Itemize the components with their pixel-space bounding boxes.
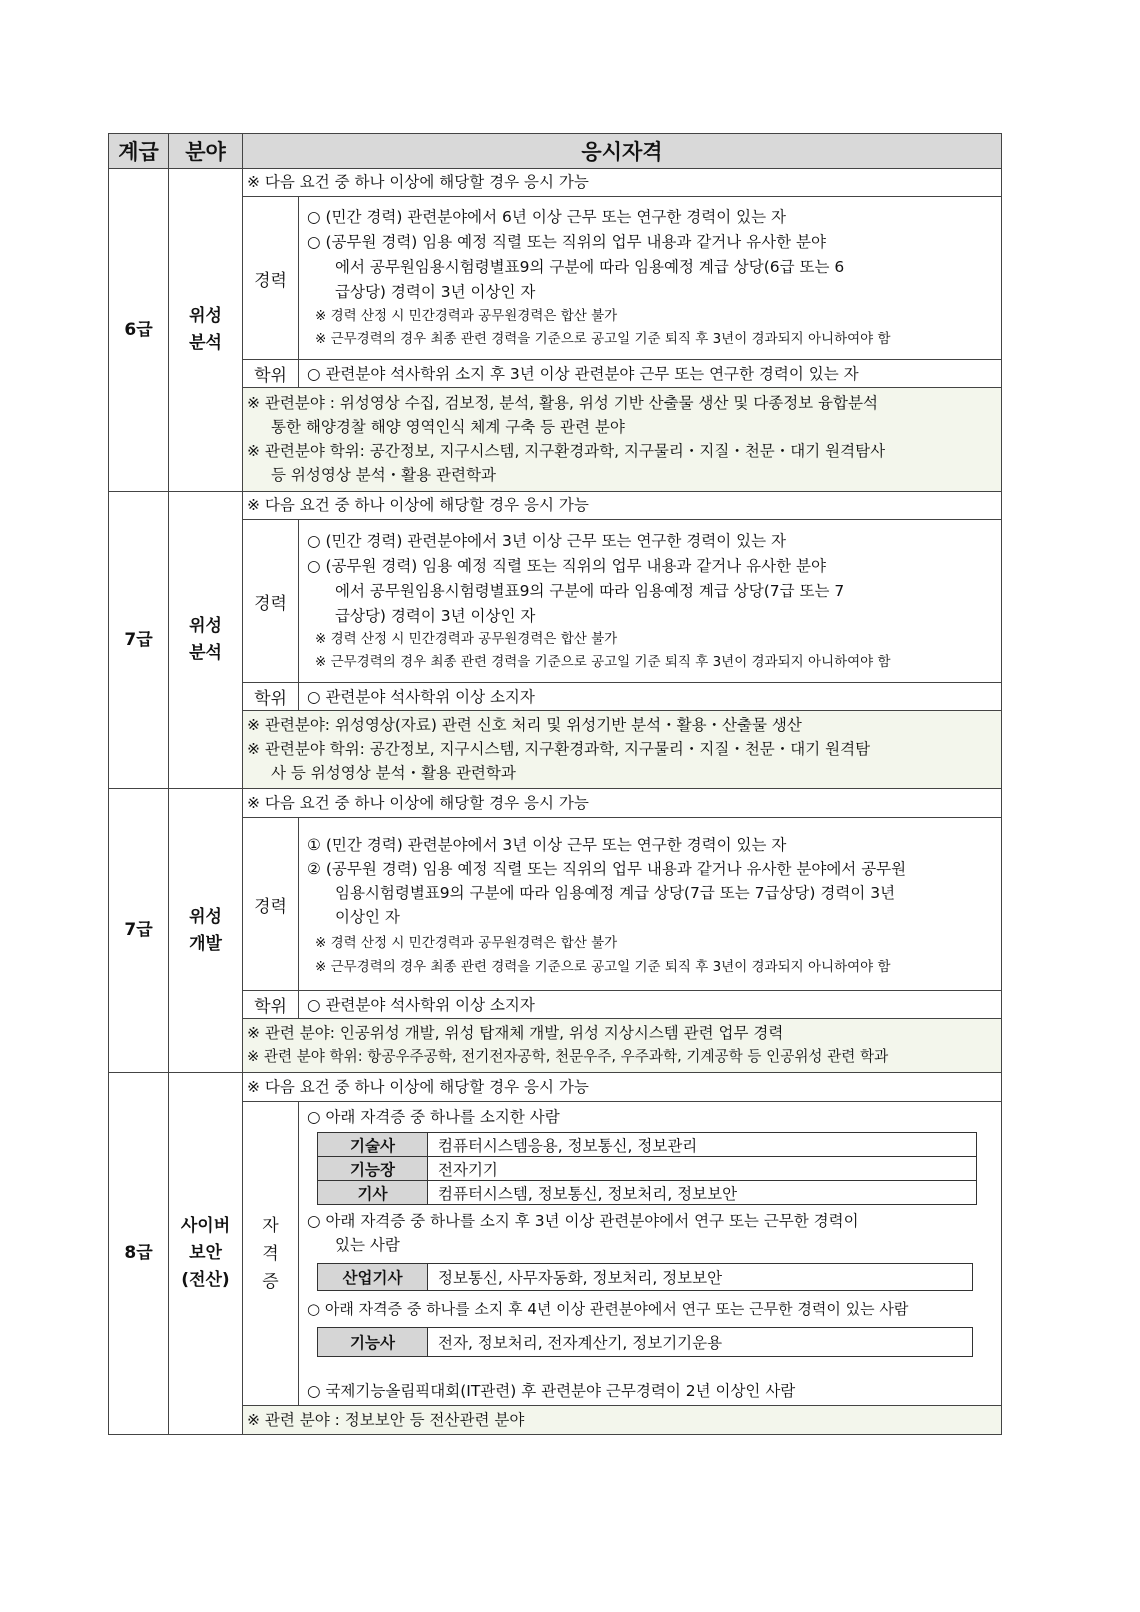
row4-grade: 8급 xyxy=(108,1072,169,1435)
row3-grade: 7급 xyxy=(108,788,169,1073)
header-qualification: 응시자격 xyxy=(242,133,1002,169)
row2-field-line: 분석 xyxy=(189,643,222,663)
note-line: ※ 관련분야 : 위성영상 수집, 검보정, 분석, 활용, 위성 기반 산출물 생산 및 다종정보 융합분석 xyxy=(247,394,878,412)
row4-cert-cell xyxy=(298,1101,1002,1406)
career-line: ※ 경력 산정 시 민간경력과 공무원경력은 합산 불가 xyxy=(315,308,618,324)
row2-grade: 7급 xyxy=(108,491,169,789)
cert1-value: 컴퓨터시스템, 정보통신, 정보처리, 정보보안 xyxy=(427,1180,977,1205)
cert1-value: 컴퓨터시스템응용, 정보통신, 정보관리 xyxy=(427,1132,977,1157)
row1-degree-cell xyxy=(298,359,1002,388)
row3-degree-cell xyxy=(298,990,1002,1019)
career-line: ○ (공무원 경력) 임용 예정 직렬 또는 직위의 업무 내용과 같거나 유사한 분야 xyxy=(307,557,826,575)
row4-field-line: (전산) xyxy=(181,1270,230,1290)
cert-intro: ○ 아래 자격증 중 하나를 소지 후 4년 이상 관련분야에서 연구 또는 근무한 경력이 있는 사람 xyxy=(307,1300,909,1318)
career-line: 이상인 자 xyxy=(335,908,400,926)
cert2-value: 정보통신, 사무자동화, 정보처리, 정보보안 xyxy=(427,1263,973,1291)
header-field: 분야 xyxy=(168,133,243,169)
note-line: ※ 관련 분야 : 정보보안 등 전산관련 분야 xyxy=(247,1411,525,1429)
career-line: ※ 근무경력의 경우 최종 관련 경력을 기준으로 공고일 기준 퇴직 후 3년이 경과되지 아니하여야 함 xyxy=(315,959,891,975)
condition-text: ※ 다음 요건 중 하나 이상에 해당할 경우 응시 가능 xyxy=(247,173,589,191)
cert3-label: 기능사 xyxy=(317,1327,428,1357)
row2-notes xyxy=(242,710,1002,789)
degree-text: ○ 관련분야 석사학위 이상 소지자 xyxy=(307,688,535,706)
row1-field xyxy=(168,168,243,492)
cert1-label: 기능장 xyxy=(317,1156,428,1181)
note-line: 등 위성영상 분석・활용 관련학과 xyxy=(271,466,496,484)
note-line: ※ 관련분야 학위: 공간정보, 지구시스템, 지구환경과학, 지구물리・지질・천문・대기 원격탐 xyxy=(247,740,871,758)
row1-grade: 6급 xyxy=(108,168,169,492)
row3-notes xyxy=(242,1018,1002,1073)
cert3-value: 전자, 정보처리, 전자계산기, 정보기기운용 xyxy=(427,1327,973,1357)
row3-career-label: 경력 xyxy=(242,817,299,991)
row3-field xyxy=(168,788,243,1073)
note-line: ※ 관련 분야 학위: 항공우주공학, 전기전자공학, 천문우주, 우주과학, 기계공학 등 인공위성 관련 학과 xyxy=(247,1048,889,1065)
career-line: 임용시험령별표9의 구분에 따라 임용예정 계급 상당(7급 또는 7급상당) 경력이 3년 xyxy=(335,884,896,902)
row1-field-line: 위성 xyxy=(189,306,222,326)
cert-intro: ○ 아래 자격증 중 하나를 소지한 사람 xyxy=(307,1108,560,1126)
cert1-label: 기사 xyxy=(317,1180,428,1205)
career-line: ② (공무원 경력) 임용 예정 직렬 또는 직위의 업무 내용과 같거나 유사한 분야에서 공무원 xyxy=(307,860,907,878)
career-line: ○ (공무원 경력) 임용 예정 직렬 또는 직위의 업무 내용과 같거나 유사한 분야 xyxy=(307,233,826,251)
cert-intro: ○ 아래 자격증 중 하나를 소지 후 3년 이상 관련분야에서 연구 또는 근무한 경력이 xyxy=(307,1212,859,1230)
career-line: ※ 경력 산정 시 민간경력과 공무원경력은 합산 불가 xyxy=(315,631,618,647)
cert2-label: 산업기사 xyxy=(317,1263,428,1291)
degree-text: ○ 관련분야 석사학위 소지 후 3년 이상 관련분야 근무 또는 연구한 경력이 있는 자 xyxy=(307,365,859,383)
career-line: 에서 공무원임용시험령별표9의 구분에 따라 임용예정 계급 상당(6급 또는 6 xyxy=(335,258,845,276)
note-line: 사 등 위성영상 분석・활용 관련학과 xyxy=(271,764,516,782)
row3-field-line: 개발 xyxy=(189,933,222,954)
row1-condition xyxy=(242,168,1002,197)
row2-field-line: 위성 xyxy=(189,616,222,636)
row4-field-line: 보안 xyxy=(189,1243,222,1263)
header-grade: 계급 xyxy=(108,133,169,169)
row3-field-line: 위성 xyxy=(189,906,222,927)
note-line: 통한 해양경찰 해양 영역인식 체계 구축 등 관련 분야 xyxy=(271,418,625,436)
degree-text: ○ 관련분야 석사학위 이상 소지자 xyxy=(307,996,535,1014)
row1-field-line: 분석 xyxy=(189,333,222,353)
row1-degree-label: 학위 xyxy=(242,359,299,388)
row3-career-cell xyxy=(298,817,1002,991)
cert-intro: 있는 사람 xyxy=(335,1236,400,1254)
note-line: ※ 관련분야 학위: 공간정보, 지구시스템, 지구환경과학, 지구물리・지질・천문・대기 원격탐사 xyxy=(247,442,886,460)
row2-condition xyxy=(242,491,1002,520)
career-line: ※ 근무경력의 경우 최종 관련 경력을 기준으로 공고일 기준 퇴직 후 3년이 경과되지 아니하여야 함 xyxy=(315,331,891,347)
cert-label-char: 격 xyxy=(262,1243,279,1264)
cert-label-char: 증 xyxy=(262,1271,279,1292)
row4-field-line: 사이버 xyxy=(180,1216,231,1236)
condition-text: ※ 다음 요건 중 하나 이상에 해당할 경우 응시 가능 xyxy=(247,496,589,514)
career-line: ※ 경력 산정 시 민간경력과 공무원경력은 합산 불가 xyxy=(315,935,618,951)
cert1-label: 기술사 xyxy=(317,1132,428,1157)
career-line: 급상당) 경력이 3년 이상인 자 xyxy=(335,607,536,625)
note-line: ※ 관련 분야: 인공위성 개발, 위성 탑재체 개발, 위성 지상시스템 관련 업무 경력 xyxy=(247,1024,784,1042)
cert1-value: 전자기기 xyxy=(427,1156,977,1181)
career-line: ① (민간 경력) 관련분야에서 3년 이상 근무 또는 연구한 경력이 있는 자 xyxy=(307,836,787,854)
career-line: ○ (민간 경력) 관련분야에서 3년 이상 근무 또는 연구한 경력이 있는 자 xyxy=(307,532,786,550)
row3-condition xyxy=(242,788,1002,818)
note-line: ※ 관련분야: 위성영상(자료) 관련 신호 처리 및 위성기반 분석・활용・산출물 생산 xyxy=(247,716,802,734)
career-line: 급상당) 경력이 3년 이상인 자 xyxy=(335,283,536,301)
row2-degree-cell xyxy=(298,682,1002,711)
row4-condition xyxy=(242,1072,1002,1102)
row4-field xyxy=(168,1072,243,1435)
row2-career-cell xyxy=(298,519,1002,683)
cert-label-char: 자 xyxy=(262,1215,279,1236)
row2-field xyxy=(168,491,243,789)
row4-notes xyxy=(242,1405,1002,1435)
career-line: 에서 공무원임용시험령별표9의 구분에 따라 임용예정 계급 상당(7급 또는 7 xyxy=(335,582,845,600)
row2-degree-label: 학위 xyxy=(242,682,299,711)
career-line: ※ 근무경력의 경우 최종 관련 경력을 기준으로 공고일 기준 퇴직 후 3년이 경과되지 아니하여야 함 xyxy=(315,654,891,670)
row1-career-cell xyxy=(298,196,1002,360)
condition-text: ※ 다음 요건 중 하나 이상에 해당할 경우 응시 가능 xyxy=(247,1078,589,1096)
row1-notes xyxy=(242,387,1002,492)
row1-career-label: 경력 xyxy=(242,196,299,360)
row2-career-label: 경력 xyxy=(242,519,299,683)
career-line: ○ (민간 경력) 관련분야에서 6년 이상 근무 또는 연구한 경력이 있는 자 xyxy=(307,208,786,226)
row3-degree-label: 학위 xyxy=(242,990,299,1019)
row4-cert-label xyxy=(242,1101,299,1406)
condition-text: ※ 다음 요건 중 하나 이상에 해당할 경우 응시 가능 xyxy=(247,794,589,812)
olympic-text: ○ 국제기능올림픽대회(IT관련) 후 관련분야 근무경력이 2년 이상인 사람 xyxy=(307,1382,796,1400)
